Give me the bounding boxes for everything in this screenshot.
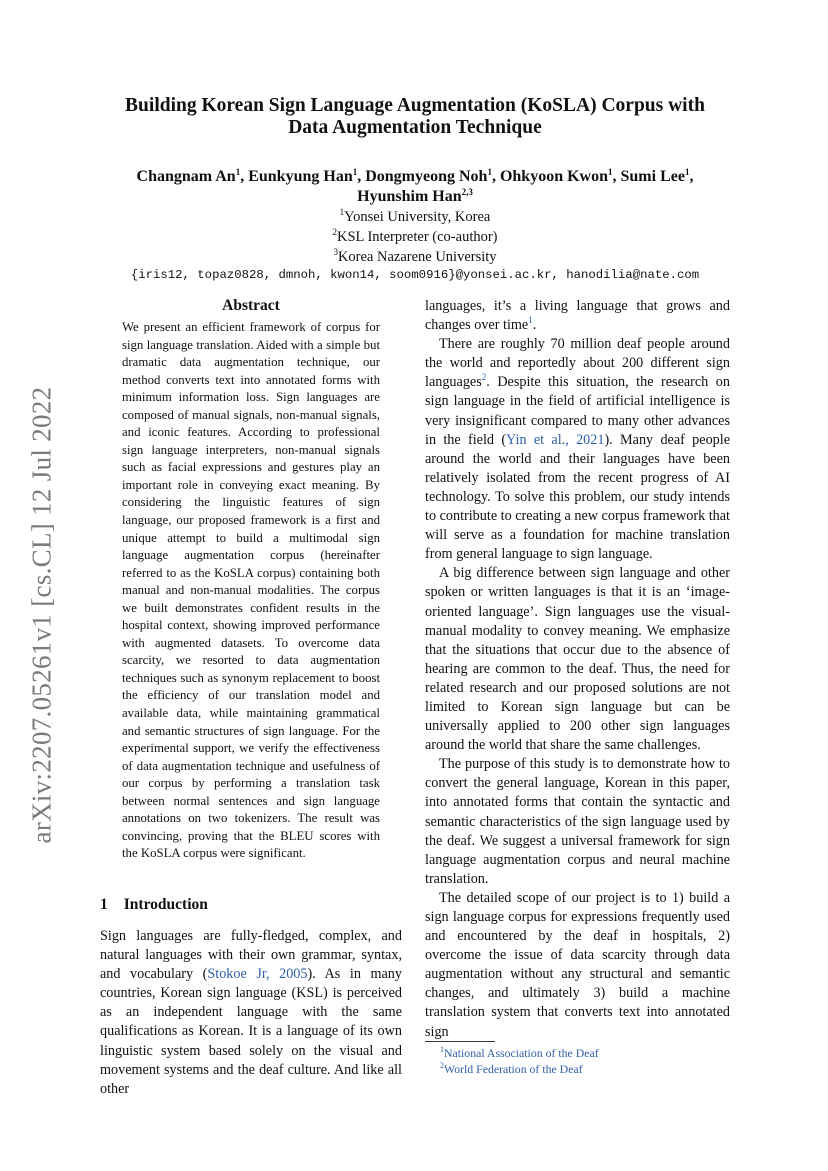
author: Hyunshim Han$^{2,3}$ [357, 187, 473, 205]
footnote[interactable]: $^2$World Federation of the Deaf [440, 1061, 583, 1076]
citation-link[interactable]: Stokoe Jr, 2005 [207, 966, 308, 983]
paragraph: A big difference between sign language and other spoken or written languages is that it is an ‘image-oriented language’. Sign languages use the visual-manual modality to convey meaning. We emphasize that the situations that occur due to the absence of hearing are common to the deaf. Thus, the need for related research and our proposed solutions are not limited to Korean sign language but can be universally applied to 200 other sign languages around the world that share the same challenges. [425, 565, 730, 754]
abstract-heading: Abstract [222, 297, 280, 314]
affiliation: $^1$Yonsei University, Korea [339, 207, 491, 225]
paragraph: The purpose of this study is to demonstrate how to convert the general language, Korean in this paper, into annotated forms that contain the syntactic and semantic characteristics of the sign language used by the deaf. We suggest a universal framework for sign language augmentation corpus and neural machine translation. [425, 756, 730, 887]
abstract-body: We present an efficient framework of corpus for sign language translation. Aided with a simple but dramatic data augmentation technique, our method converts text into annotated forms with minimum information loss. Sign languages are composed of manual signals, non-manual signals, and iconic features. According to professional sign language interpreters, non-manual signals such as facial expressions and gestures play an important role in conveying exact meaning. By considering the linguistic features of sign language, our proposed framework is a first and unique attempt to build a multimodal sign language augmentation corpus (hereinafter referred to as the KoSLA corpus) containing both manual and non-manual modalities. The corpus we built demonstrates confident results in the hospital context, showing improved performance with augmented datasets. To overcome data scarcity, we resorted to data augmentation techniques such as synonym replacement to boost the efficiency of our translation model and available data, while maintaining grammatical and semantic structures of sign language. For the experimental support, we verify the effectiveness of data augmentation technique and usefulness of our corpus by performing a translation task between normal sentences and sign language annotations on two tokenizers. The result was convincing, proving that the BLEU scores with the KoSLA corpus were significant. [122, 320, 380, 861]
affiliation: $^2$KSL Interpreter (co-author) [332, 227, 498, 245]
author: Eunkyung Han$^1$, [248, 167, 366, 185]
author: Changnam An$^1$, [136, 167, 249, 185]
paper-title-line-1: Building Korean Sign Language Augmentation (KoSLA) Corpus with [125, 95, 705, 116]
footnote-marker[interactable]: 1 [528, 315, 533, 326]
author-list [90, 167, 740, 207]
arxiv-identifier-text: arXiv:2207.05261v1 [cs.CL] 12 Jul 2022 [26, 386, 57, 844]
citation-link[interactable]: Yin et al., 2021 [506, 431, 605, 448]
author: Ohkyoon Kwon$^1$, [499, 167, 621, 185]
footnote-marker[interactable]: 2 [481, 372, 487, 383]
paper-title [90, 95, 740, 139]
paragraph: The detailed scope of our project is to 1) build a sign language corpus for expressions frequently used and encountered by the deaf in hospitals, 2) overcome the issue of data scarcity through data augmentation without any structural and semantic changes, and ultimately 3) build a machine translation system that converts text into annotated sign [425, 889, 730, 1040]
footnote[interactable]: $^1$National Association of the Deaf [440, 1045, 599, 1060]
author-emails: {iris12, topaz0828, dmnoh, kwon14, soom0916}@yonsei.ac.kr, hanodilia@nate.com [130, 268, 700, 282]
paragraph: There are roughly 70 million deaf people around the world and reportedly about 200 different sign languages$^2$. Despite this situation, the research on sign language in the field of artificial intelligence is very insignificant compared to many other advances in the field (Yin et al., 2021). Many deaf people around the world and their languages have been relatively isolated from the recent progress of AI technology. To solve this problem, our study intends to contribute to creating a new corpus framework that will serve as a foundation for machine translation from general language to sign language. [425, 336, 731, 563]
introduction-left-column [100, 927, 402, 1099]
author: Dongmyeong Noh$^1$, [365, 167, 500, 185]
arxiv-identifier [22, 370, 62, 860]
paragraph: Sign languages are fully-fledged, complex, and natural languages with their own grammar, syntax, and vocabulary (Stokoe Jr, 2005). As in many countries, Korean sign language (KSL) is perceived as an independent language with the same qualifications as Korean. It is a language of its own linguistic system based solely on the visual and movement systems and the deaf culture. And like all other [100, 928, 402, 1097]
section-number: 1 [100, 896, 108, 913]
affiliation: $^3$Korea Nazarene University [333, 247, 497, 265]
introduction-right-column [425, 297, 730, 1042]
footnotes [440, 1045, 599, 1077]
section-title: Introduction [123, 896, 208, 913]
paper-title-line-2: Data Augmentation Technique [288, 117, 542, 138]
section-heading [100, 896, 208, 914]
author: Sumi Lee$^1$, [620, 167, 694, 185]
affiliations [90, 207, 740, 267]
footnote-divider [425, 1041, 495, 1042]
paragraph-continued: languages, it’s a living language that grows and changes over time$^1$. [425, 298, 730, 334]
